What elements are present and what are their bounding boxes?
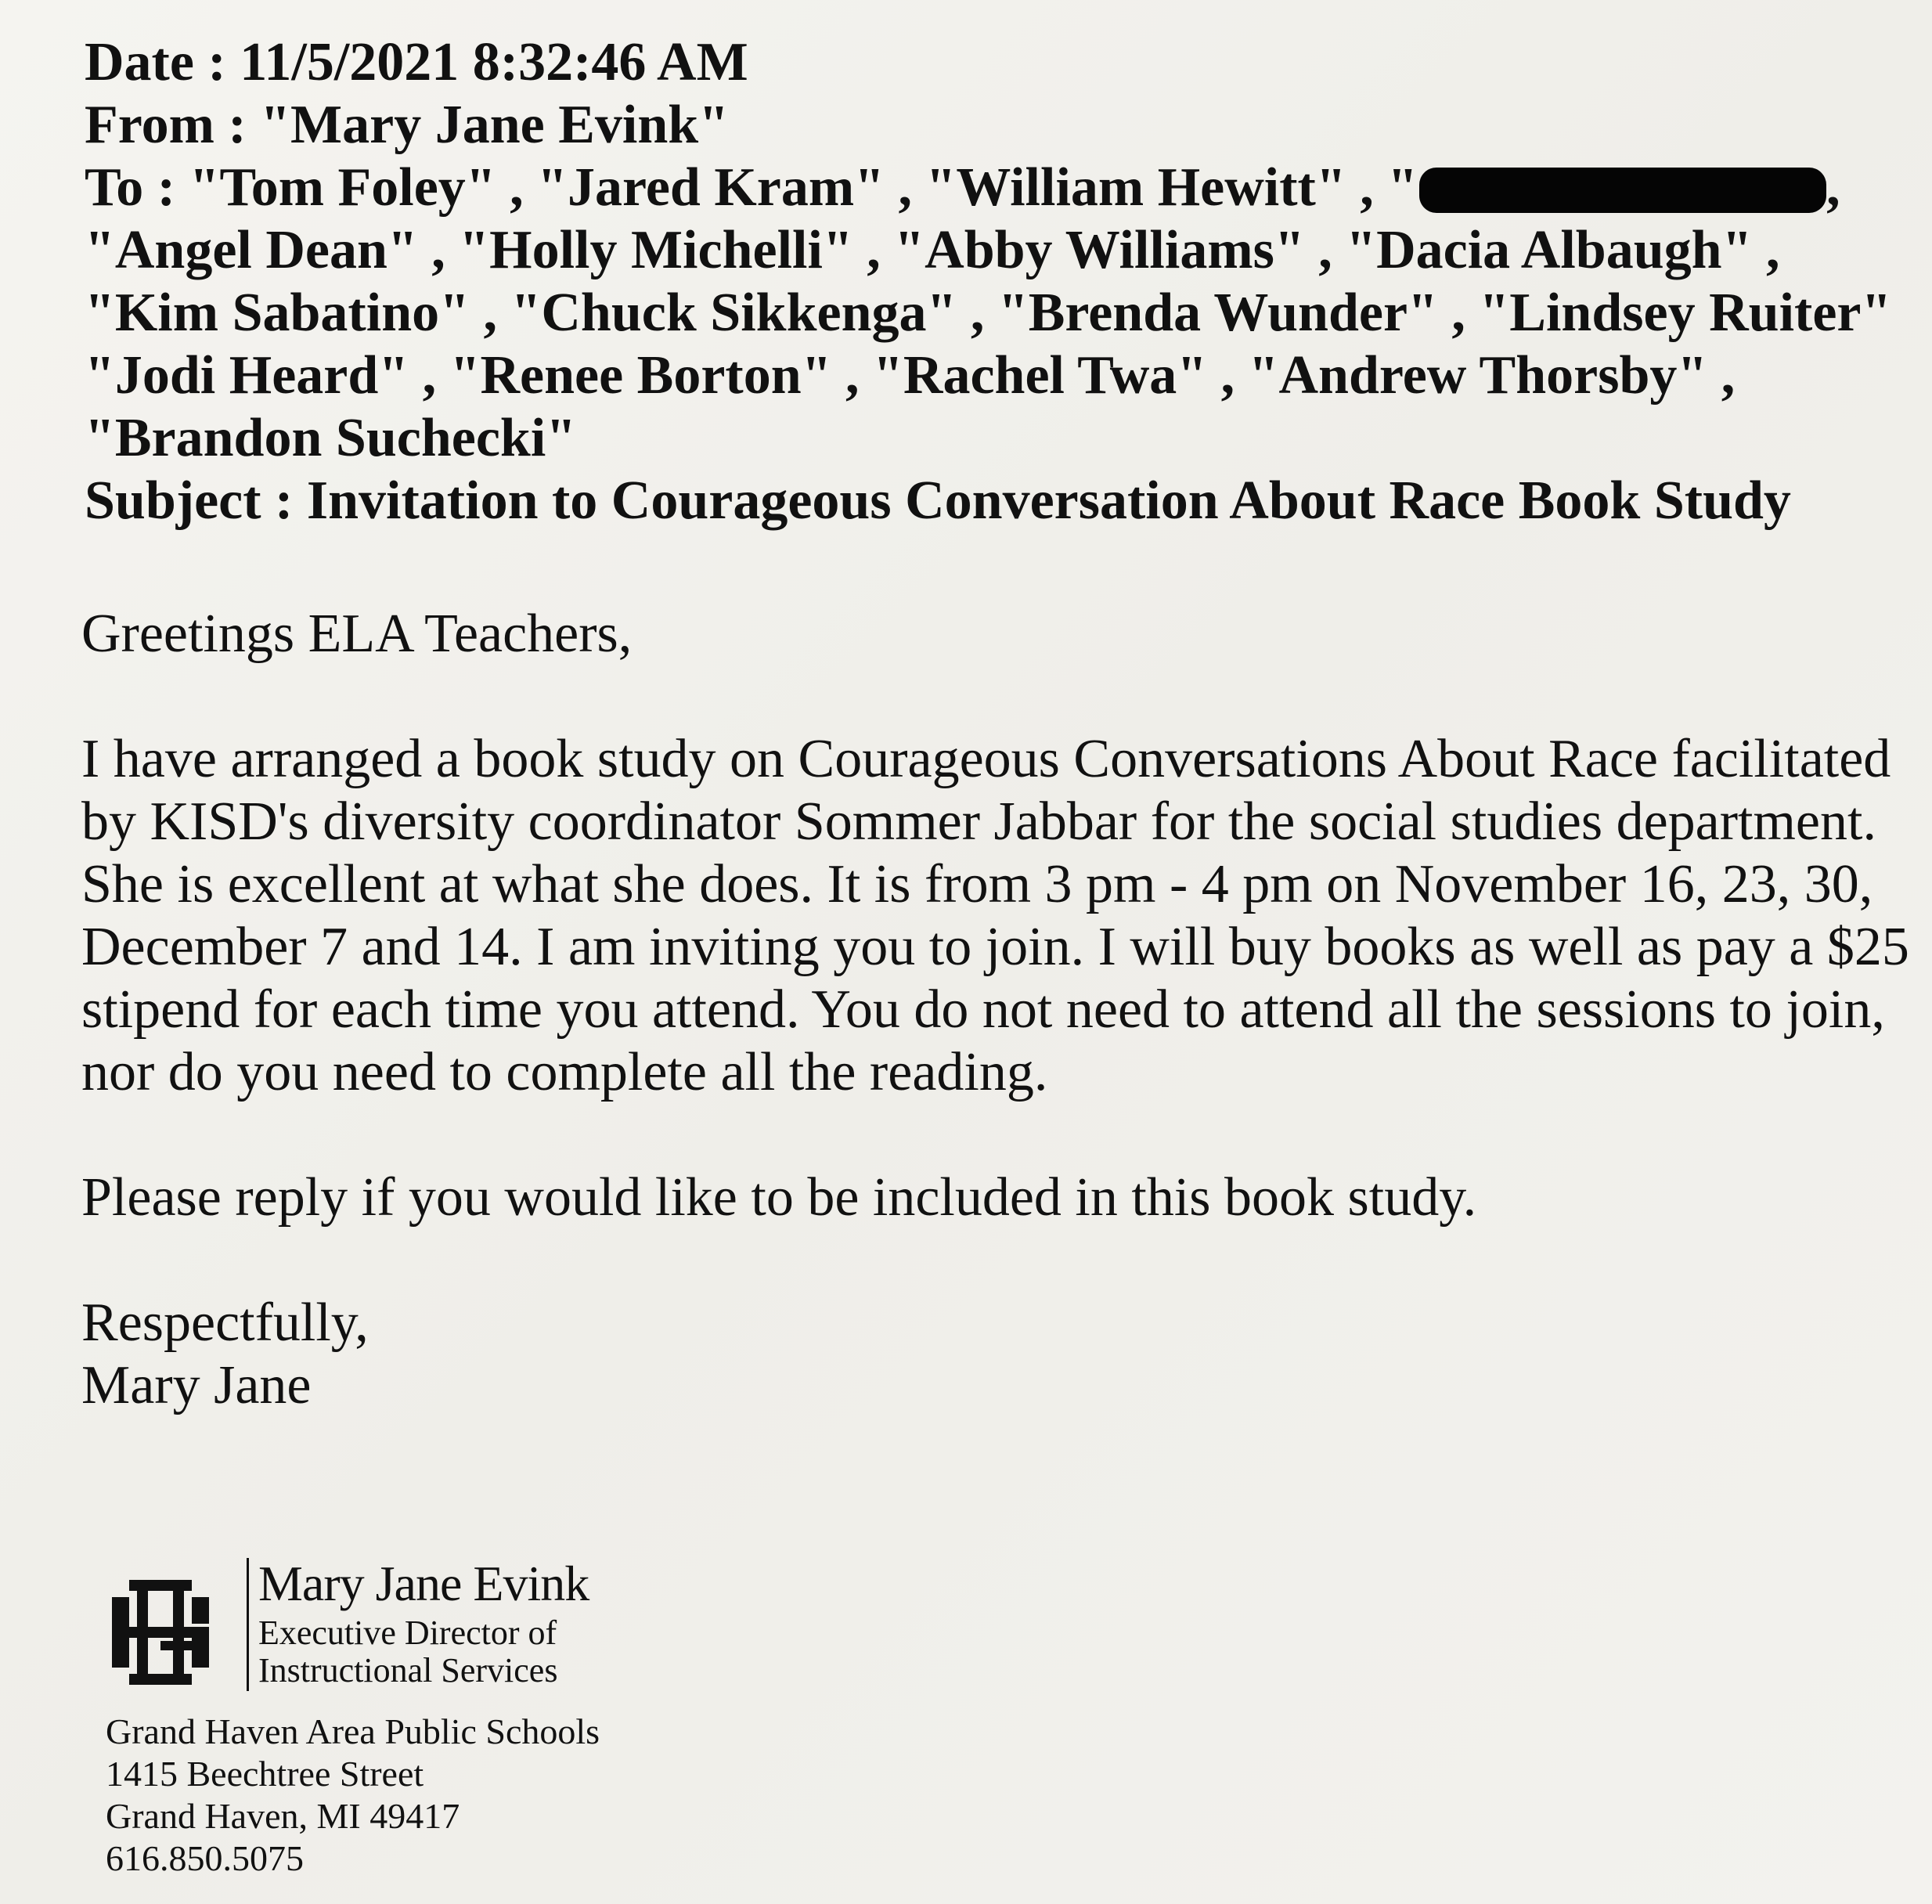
date-value: 11/5/2021 8:32:46 AM: [240, 32, 748, 92]
subject-value: Invitation to Courageous Conversation About Race Book Study: [306, 471, 1791, 531]
to-label: To :: [85, 157, 189, 218]
subject-line: [85, 470, 1916, 532]
to-line-2: "Angel Dean" , "Holly Michelli" , "Abby Williams" , "Dacia Albaugh" ,: [85, 220, 1780, 280]
to-recipients-1: "Tom Foley" , "Jared Kram" , "William Hewitt" , ": [189, 157, 1418, 218]
body-paragraph-2: Please reply if you would like to be included in this book study.: [81, 1167, 1477, 1228]
from-line: [85, 94, 1916, 157]
date-label: Date :: [85, 32, 240, 92]
organization-name: Grand Haven Area Public Schools: [106, 1711, 600, 1751]
signature-divider: [247, 1558, 249, 1691]
email-header: [85, 31, 1916, 532]
from-value: "Mary Jane Evink": [260, 95, 730, 155]
city-state-zip: Grand Haven, MI 49417: [106, 1796, 460, 1836]
signature-title-line-2: Instructional Services: [258, 1651, 558, 1689]
email-body: [81, 603, 1913, 1417]
redaction-mark: [1419, 168, 1826, 213]
body-paragraph-1: I have arranged a book study on Courageous Conversations About Race facilitated by KISD's diversity coordinator Sommer Jabbar for the social studies department. She is excellent at what she does. It is from 3 pm - 4 pm on November 16, 23, 30, December 7 and 14. I am inviting you to join. I will buy books as well as pay a $25 stipend for each time you attend. You do not need to attend all the sessions to join, nor do you need to complete all the reading.: [81, 729, 1909, 1102]
closing: Respectfully,: [81, 1293, 369, 1353]
signature-title: [258, 1614, 557, 1689]
signature-title-line-1: Executive Director of: [258, 1614, 557, 1652]
to-recipients-1-end: ,: [1826, 157, 1840, 218]
date-line: [85, 31, 1916, 94]
signature-address: [106, 1711, 600, 1880]
street-address: 1415 Beechtree Street: [106, 1754, 424, 1794]
signature-name: Mary Jane Evink: [258, 1556, 589, 1611]
from-label: From :: [85, 95, 261, 155]
to-line-1: [85, 157, 1916, 219]
to-line-4: "Jodi Heard" , "Renee Borton" , "Rachel Twa" , "Andrew Thorsby" ,: [85, 345, 1736, 406]
greeting: Greetings ELA Teachers,: [81, 604, 633, 664]
gh-monogram-icon: [106, 1574, 215, 1691]
subject-label: Subject :: [85, 471, 307, 531]
phone-number: 616.850.5075: [106, 1838, 304, 1878]
closing-name: Mary Jane: [81, 1355, 312, 1415]
to-line-5: "Brandon Suchecki": [85, 408, 577, 468]
to-line-3: "Kim Sabatino" , "Chuck Sikkenga" , "Brenda Wunder" , "Lindsey Ruiter": [85, 283, 1892, 343]
